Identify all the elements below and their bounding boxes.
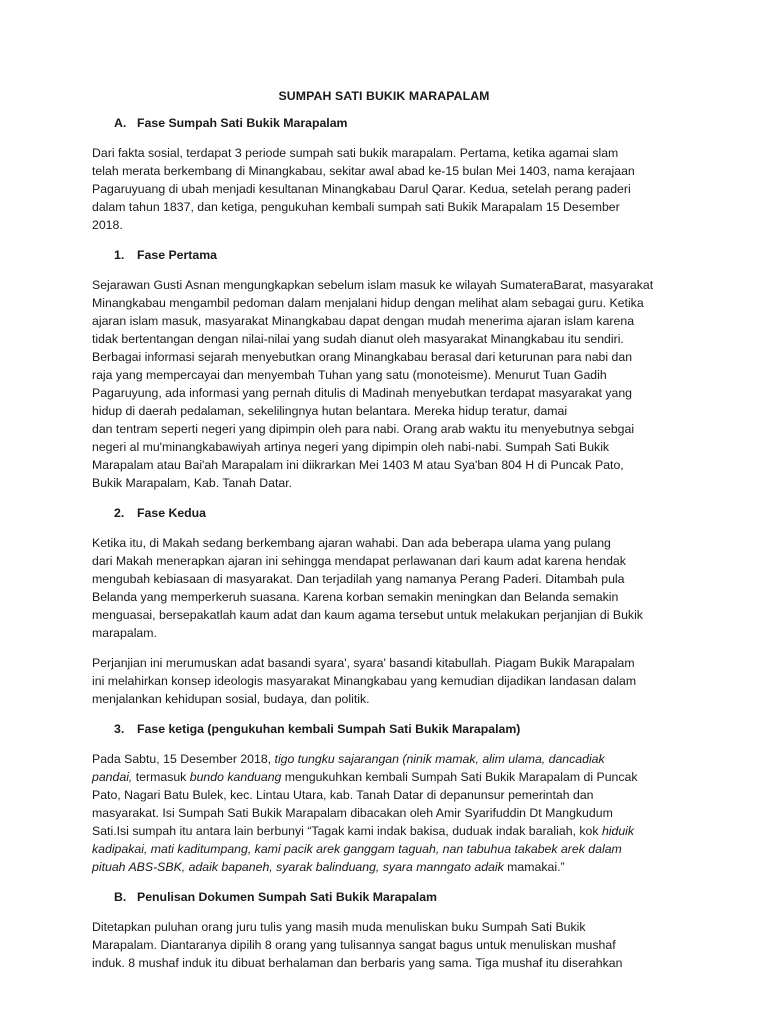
text-line: dalam tahun 1837, dan ketiga, pengukuhan kembali sumpah sati Bukik Marapalam 15 Desember — [92, 200, 620, 214]
italic-text-run: kadipakai, mati kaditumpang, kami pacik arek ganggam taguah, nan tabuhua takabek arek dalam — [92, 842, 622, 856]
italic-text-run: pandai, — [92, 770, 133, 784]
text-line: mengubah kebiasaan di masyarakat. Dan terjadilah yang namanya Perang Paderi. Ditambah pula — [92, 572, 625, 586]
text-line: telah merata berkembang di Minangkabau, sekitar awal abad ke-15 bulan Mei 1403, nama kerajaan — [92, 164, 635, 178]
italic-text-run: pituah ABS-SBK, adaik bapaneh, syarak balinduang, syara manngato adaik — [92, 860, 504, 874]
intro-paragraph — [92, 144, 676, 234]
italic-text-run: hiduik — [601, 824, 635, 838]
text-line: Belanda yang memperkeruh suasana. Karena korban semakin meningkan dan Belanda semakin — [92, 590, 619, 604]
section-a-heading — [92, 114, 676, 132]
text-line: Ditetapkan puluhan orang juru tulis yang masih muda menuliskan buku Sumpah Sati Bukik — [92, 920, 586, 934]
phase2-marker: 2. — [114, 506, 125, 520]
text-line: Pato, Nagari Batu Bulek, kec. Lintau Utara, kab. Tanah Datar di depanunsur pemerintah dan — [92, 788, 594, 802]
text-line: ini melahirkan konsep ideologis masyarakat Minangkabau yang kemudian dijadikan landasan dalam — [92, 674, 637, 688]
text-line: tidak bertentangan dengan nilai-nilai yang sudah dianut oleh masyarakat Minangkabau itu sendiri. — [92, 332, 624, 346]
section-b-title: Penulisan Dokumen Sumpah Sati Bukik Marapalam — [137, 890, 437, 904]
phase3-heading — [92, 720, 676, 738]
text-run: Pada Sabtu, 15 Desember 2018, — [92, 752, 275, 766]
text-line: marapalam. — [92, 626, 157, 640]
phase3-marker: 3. — [114, 722, 125, 736]
phase1-heading — [92, 246, 676, 264]
text-line: menjalankan kehidupan sosial, budaya, dan politik. — [92, 692, 370, 706]
text-line: Berbagai informasi sejarah menyebutkan orang Minangkabau berasal dari keturunan para nabi dan — [92, 350, 633, 364]
text-line: masyarakat. Isi Sumpah Sati Bukik Marapalam dibacakan oleh Amir Syarifuddin Dt Mangkudum — [92, 806, 613, 820]
text-run: mamakai.” — [503, 860, 565, 874]
text-line: Pagaruyung, ada informasi yang pernah ditulis di Madinah menyebutkan terdapat masyarakat yang — [92, 386, 633, 400]
section-b-paragraph — [92, 918, 676, 972]
phase2-title: Fase Kedua — [137, 506, 207, 520]
text-line: menguasai, bersepakatlah kaum adat dan kaum agama tersebut untuk melakukan perjanjian di Bukik — [92, 608, 643, 622]
text-line: Sejarawan Gusti Asnan mengungkapkan sebelum islam masuk ke wilayah SumateraBarat, masyarakat — [92, 278, 654, 292]
section-b-heading — [92, 888, 676, 906]
text-line: induk. 8 mushaf induk itu dibuat berhalaman dan berbaris yang sama. Tiga mushaf itu diserahkan — [92, 956, 623, 970]
phase2-paragraph — [92, 534, 676, 642]
text-line: Minangkabau mengambil pedoman dalam menjalani hidup dengan melihat alam sebagai guru. Ketika — [92, 296, 644, 310]
phase1-title: Fase Pertama — [137, 248, 217, 262]
phase1-paragraph — [92, 276, 676, 492]
italic-text-run: tigo tungku sajarangan (ninik mamak, alim ulama, dancadiak — [274, 752, 605, 766]
phase3-title: Fase ketiga (pengukuhan kembali Sumpah Sati Bukik Marapalam) — [137, 722, 521, 736]
text-line: hidup di daerah pedalaman, sekelilingnya hutan belantara. Mereka hidup teratur, damai — [92, 404, 568, 418]
text-line: Perjanjian ini merumuskan adat basandi syara', syara' basandi kitabullah. Piagam Bukik Marapalam — [92, 656, 635, 670]
text-line: dan tentram seperti negeri yang dipimpin oleh para nabi. Orang arab waktu itu menyebutnya sebgai — [92, 422, 635, 436]
text-line: 2018. — [92, 218, 123, 232]
phase1-marker: 1. — [114, 248, 125, 262]
section-b-marker: B. — [114, 890, 127, 904]
text-line — [92, 822, 676, 840]
text-line — [92, 840, 676, 858]
section-a-marker: A. — [114, 116, 127, 130]
text-line — [92, 750, 676, 768]
document-title: SUMPAH SATI BUKIK MARAPALAM — [278, 89, 490, 103]
text-line: dari Makah menerapkan ajaran ini sehingga mendapat perlawanan dari kaum adat karena hendak — [92, 554, 626, 568]
text-line: Pagaruyuang di ubah menjadi kesultanan Minangkabau Darul Qarar. Kedua, setelah perang paderi — [92, 182, 631, 196]
text-line: Marapalam. Diantaranya dipilih 8 orang yang tulisannya sangat bagus untuk menuliskan mushaf — [92, 938, 616, 952]
text-run: termasuk — [132, 770, 190, 784]
phase3-paragraph — [92, 750, 676, 876]
italic-text-run: bundo kanduang — [189, 770, 282, 784]
text-line: raja yang mempercayai dan menyembah Tuhan yang satu (monoteisme). Menurut Tuan Gadih — [92, 368, 607, 382]
text-line: Ketika itu, di Makah sedang berkembang ajaran wahabi. Dan ada beberapa ulama yang pulang — [92, 536, 611, 550]
phase2-heading — [92, 504, 676, 522]
text-line — [92, 768, 676, 786]
phase2-second-paragraph — [92, 654, 676, 708]
text-line: Bukik Marapalam, Kab. Tanah Datar. — [92, 476, 293, 490]
text-line — [92, 858, 676, 876]
text-line: negeri al mu'minangkabawiyah artinya negeri yang dipimpin oleh nabi-nabi. Sumpah Sati Bukik — [92, 440, 610, 454]
text-line: ajaran islam masuk, masyarakat Minangkabau dapat dengan mudah menerima ajaran islam karena — [92, 314, 635, 328]
text-run: Sati.Isi sumpah itu antara lain berbunyi “Tagak kami indak bakisa, duduak indak baraliah, kok — [92, 824, 602, 838]
text-line: Marapalam atau Bai'ah Marapalam ini diikrarkan Mei 1403 M atau Sya'ban 804 H di Puncak Pato, — [92, 458, 624, 472]
section-a-title: Fase Sumpah Sati Bukik Marapalam — [137, 116, 348, 130]
text-line: Dari fakta sosial, terdapat 3 periode sumpah sati bukik marapalam. Pertama, ketika agamai slam — [92, 146, 619, 160]
text-run: mengukuhkan kembali Sumpah Sati Bukik Marapalam di Puncak — [281, 770, 638, 784]
